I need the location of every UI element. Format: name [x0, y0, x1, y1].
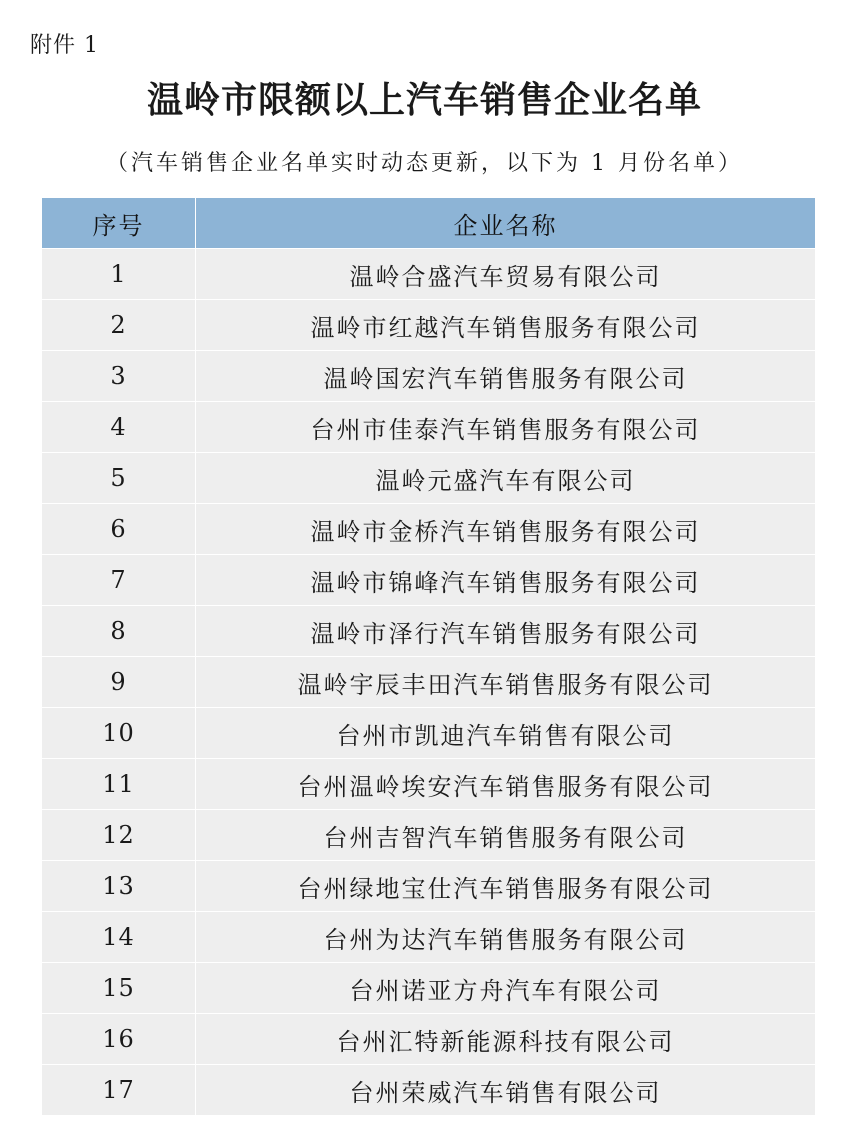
table-row [42, 759, 816, 810]
serial-number-cell: 14 [42, 912, 196, 963]
table-row [42, 657, 816, 708]
enterprise-name-cell: 台州为达汽车销售服务有限公司 [196, 912, 816, 963]
table-row [42, 708, 816, 759]
enterprise-name-cell: 台州市佳泰汽车销售服务有限公司 [196, 402, 816, 453]
enterprise-name-cell: 温岭市锦峰汽车销售服务有限公司 [196, 555, 816, 606]
table-row [42, 504, 816, 555]
enterprise-name-cell: 温岭元盛汽车有限公司 [196, 453, 816, 504]
table-row [42, 606, 816, 657]
serial-number-cell: 10 [42, 708, 196, 759]
serial-number-cell: 15 [42, 963, 196, 1014]
enterprise-table [41, 197, 816, 1116]
serial-number-cell: 4 [42, 402, 196, 453]
page-subtitle: （汽车销售企业名单实时动态更新，以下为 1 月份名单） [106, 151, 743, 176]
table-row [42, 402, 816, 453]
serial-number-cell: 1 [42, 249, 196, 300]
serial-number-cell: 12 [42, 810, 196, 861]
enterprise-name-cell: 台州吉智汽车销售服务有限公司 [196, 810, 816, 861]
enterprise-name-cell: 台州市凯迪汽车销售有限公司 [196, 708, 816, 759]
serial-number-cell: 3 [42, 351, 196, 402]
serial-number-cell: 17 [42, 1065, 196, 1116]
serial-number-cell: 5 [42, 453, 196, 504]
table-row [42, 300, 816, 351]
enterprise-name-cell: 台州荣威汽车销售有限公司 [196, 1065, 816, 1116]
header-enterprise-name: 企业名称 [196, 198, 816, 249]
table-body [42, 249, 816, 1116]
enterprise-name-cell: 温岭宇辰丰田汽车销售服务有限公司 [196, 657, 816, 708]
table-row [42, 861, 816, 912]
enterprise-name-cell: 台州绿地宝仕汽车销售服务有限公司 [196, 861, 816, 912]
enterprise-name-cell: 温岭国宏汽车销售服务有限公司 [196, 351, 816, 402]
enterprise-name-cell: 温岭市金桥汽车销售服务有限公司 [196, 504, 816, 555]
enterprise-name-cell: 温岭市泽行汽车销售服务有限公司 [196, 606, 816, 657]
enterprise-name-cell: 台州温岭埃安汽车销售服务有限公司 [196, 759, 816, 810]
enterprise-name-cell: 温岭合盛汽车贸易有限公司 [196, 249, 816, 300]
table-row [42, 810, 816, 861]
table-row [42, 351, 816, 402]
attachment-label: 附件 1 [30, 33, 99, 58]
serial-number-cell: 13 [42, 861, 196, 912]
enterprise-name-cell: 台州汇特新能源科技有限公司 [196, 1014, 816, 1065]
table-row [42, 249, 816, 300]
serial-number-cell: 11 [42, 759, 196, 810]
enterprise-name-cell: 温岭市红越汽车销售服务有限公司 [196, 300, 816, 351]
serial-number-cell: 2 [42, 300, 196, 351]
header-serial-number: 序号 [42, 198, 196, 249]
table-row [42, 1065, 816, 1116]
table-row [42, 453, 816, 504]
header-row [42, 198, 816, 249]
serial-number-cell: 7 [42, 555, 196, 606]
serial-number-cell: 8 [42, 606, 196, 657]
serial-number-cell: 9 [42, 657, 196, 708]
serial-number-cell: 16 [42, 1014, 196, 1065]
serial-number-cell: 6 [42, 504, 196, 555]
table-row [42, 963, 816, 1014]
table-header [42, 198, 816, 249]
page-title: 温岭市限额以上汽车销售企业名单 [146, 80, 702, 121]
table-row [42, 1014, 816, 1065]
table-row [42, 555, 816, 606]
enterprise-name-cell: 台州诺亚方舟汽车有限公司 [196, 963, 816, 1014]
table-row [42, 912, 816, 963]
